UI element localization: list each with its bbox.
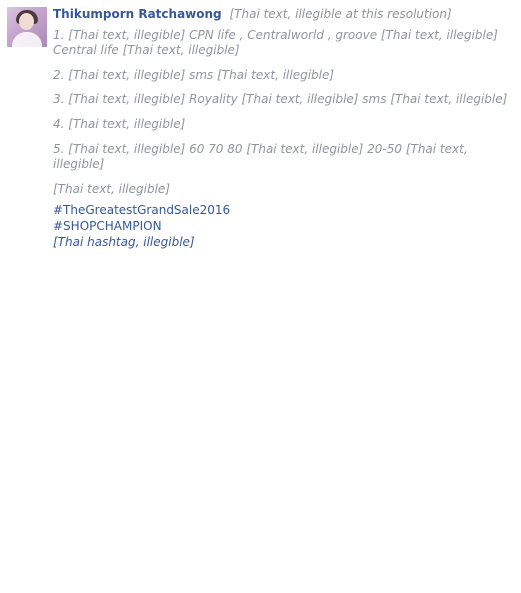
avatar[interactable] bbox=[7, 7, 47, 47]
paragraph-text: 2. [Thai text, illegible] sms [Thai text, illegible] bbox=[53, 67, 335, 82]
hashtag-greatest-grand-sale[interactable]: #TheGreatestGrandSale2016 bbox=[53, 203, 231, 218]
paragraph-4 bbox=[53, 117, 513, 133]
paragraph-text: 1. [Thai text, illegible] CPN life , Centralworld , groove [Thai text, illegible] Central life [Thai text, illegible] bbox=[53, 27, 498, 58]
paragraph-6 bbox=[53, 182, 513, 198]
avatar-face bbox=[19, 13, 34, 30]
hashtag-shopchampion[interactable]: #SHOPCHAMPION bbox=[53, 218, 162, 233]
avatar-body bbox=[12, 32, 42, 47]
paragraph-1 bbox=[53, 28, 513, 59]
paragraph-3 bbox=[53, 92, 513, 108]
comment-content bbox=[53, 7, 513, 250]
paragraph-text: 5. [Thai text, illegible] 60 70 80 [Thai text, illegible] 20-50 [Thai text, illegible] bbox=[53, 141, 468, 172]
author-name[interactable]: Thikumporn Ratchawong bbox=[53, 7, 222, 21]
paragraph-2 bbox=[53, 68, 513, 84]
paragraph-text: [Thai text, illegible] bbox=[53, 181, 170, 196]
paragraph-text: 3. [Thai text, illegible] Royality [Thai text, illegible] sms [Thai text, illegible] bbox=[53, 92, 508, 107]
hashtag-thai[interactable]: [Thai hashtag, illegible] bbox=[53, 234, 195, 249]
comment-headline bbox=[53, 7, 513, 23]
hashtag-list bbox=[53, 203, 513, 250]
paragraph-text: 4. [Thai text, illegible] bbox=[53, 116, 186, 131]
paragraph-5 bbox=[53, 142, 513, 173]
comment-intro: [Thai text, illegible at this resolution] bbox=[229, 7, 452, 21]
